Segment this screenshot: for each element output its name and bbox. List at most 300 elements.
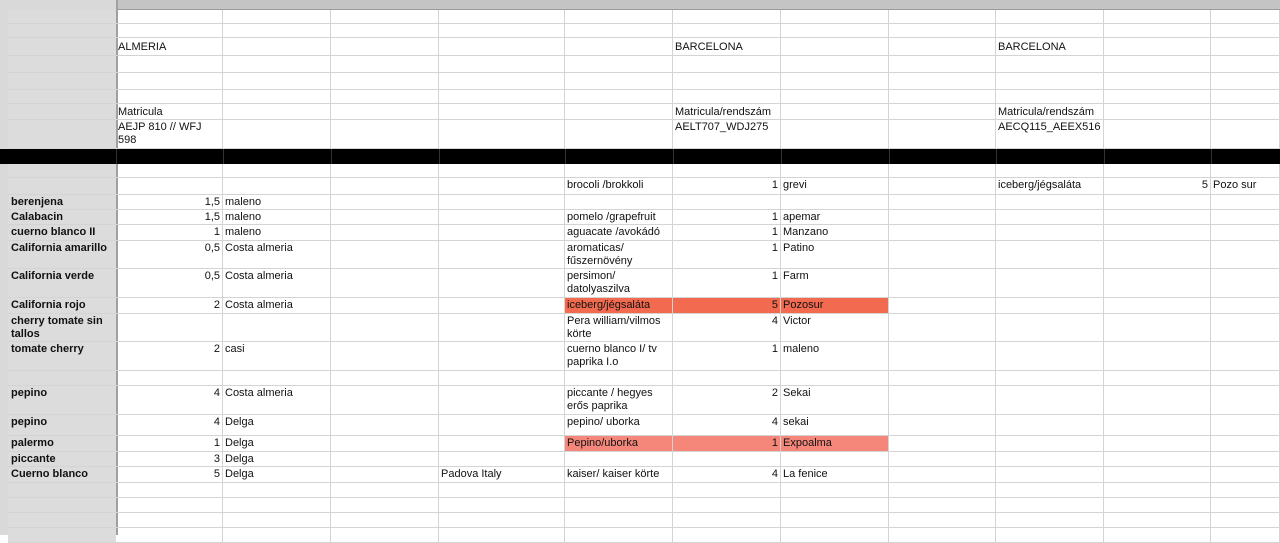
item3-name[interactable] bbox=[996, 210, 1104, 225]
item3-quantity[interactable] bbox=[1104, 452, 1211, 467]
empty-cell[interactable] bbox=[1211, 498, 1280, 513]
empty-cell[interactable] bbox=[996, 56, 1104, 73]
empty-cell[interactable] bbox=[1104, 528, 1211, 543]
plate-label-1[interactable]: Matricula bbox=[116, 104, 223, 120]
empty-cell[interactable] bbox=[889, 342, 996, 371]
empty-cell[interactable] bbox=[331, 24, 439, 38]
empty-cell[interactable] bbox=[116, 498, 223, 513]
row-header[interactable] bbox=[8, 24, 116, 38]
item3-quantity[interactable] bbox=[1104, 210, 1211, 225]
item-name[interactable]: aromaticas/ fűszernövény bbox=[565, 241, 673, 269]
black-separator-row[interactable] bbox=[0, 149, 1280, 164]
item-quantity[interactable]: 1 bbox=[673, 225, 781, 241]
item-supplier[interactable] bbox=[781, 452, 889, 467]
empty-cell[interactable] bbox=[889, 498, 996, 513]
empty-cell[interactable] bbox=[439, 56, 565, 73]
empty-cell[interactable] bbox=[331, 436, 439, 452]
item3-supplier[interactable] bbox=[1211, 269, 1280, 298]
empty-cell[interactable] bbox=[673, 528, 781, 543]
empty-cell[interactable] bbox=[116, 483, 223, 498]
item-name[interactable]: persimon/ datolyaszilva bbox=[565, 269, 673, 298]
empty-cell[interactable] bbox=[116, 24, 223, 38]
item3-name[interactable] bbox=[996, 415, 1104, 436]
empty-cell[interactable] bbox=[781, 24, 889, 38]
row-header[interactable] bbox=[8, 38, 116, 56]
empty-cell[interactable] bbox=[116, 56, 223, 73]
product-name[interactable]: cuerno blanco II bbox=[8, 225, 116, 241]
empty-cell[interactable] bbox=[331, 386, 439, 415]
empty-cell[interactable] bbox=[116, 513, 223, 528]
empty-cell[interactable] bbox=[439, 120, 565, 149]
empty-cell[interactable] bbox=[331, 210, 439, 225]
empty-cell[interactable] bbox=[565, 483, 673, 498]
plate-value-3[interactable]: AECQ115_AEEX516 bbox=[996, 120, 1104, 149]
item-quantity[interactable]: 1 bbox=[673, 436, 781, 452]
location[interactable]: Padova Italy bbox=[439, 467, 565, 483]
quantity[interactable]: 3 bbox=[116, 452, 223, 467]
supplier[interactable]: Delga bbox=[223, 436, 331, 452]
empty-cell[interactable] bbox=[1211, 513, 1280, 528]
empty-cell[interactable] bbox=[889, 241, 996, 269]
empty-cell[interactable] bbox=[565, 10, 673, 24]
item-quantity[interactable]: 4 bbox=[673, 314, 781, 342]
supplier[interactable]: Delga bbox=[223, 452, 331, 467]
item3-name[interactable] bbox=[996, 298, 1104, 314]
empty-cell[interactable] bbox=[331, 56, 439, 73]
quantity[interactable]: 2 bbox=[116, 342, 223, 371]
empty-cell[interactable] bbox=[1104, 90, 1211, 104]
product-name[interactable]: California verde bbox=[8, 269, 116, 298]
location[interactable] bbox=[439, 225, 565, 241]
empty-cell[interactable] bbox=[565, 90, 673, 104]
empty-cell[interactable] bbox=[889, 104, 996, 120]
empty-cell[interactable] bbox=[565, 498, 673, 513]
empty-cell[interactable] bbox=[439, 73, 565, 90]
supplier[interactable]: Costa almeria bbox=[223, 269, 331, 298]
item-name[interactable]: cuerno blanco I/ tv paprika I.o bbox=[565, 342, 673, 371]
quantity[interactable] bbox=[116, 178, 223, 195]
empty-cell[interactable] bbox=[889, 415, 996, 436]
item-supplier[interactable]: Patino bbox=[781, 241, 889, 269]
empty-cell[interactable] bbox=[889, 73, 996, 90]
empty-cell[interactable] bbox=[1211, 38, 1280, 56]
product-name[interactable] bbox=[8, 371, 116, 386]
empty-cell[interactable] bbox=[889, 371, 996, 386]
empty-cell[interactable] bbox=[116, 73, 223, 90]
supplier[interactable]: casi bbox=[223, 342, 331, 371]
item3-quantity[interactable] bbox=[1104, 314, 1211, 342]
item-name[interactable]: brocoli /brokkoli bbox=[565, 178, 673, 195]
empty-cell[interactable] bbox=[889, 225, 996, 241]
plate-value-1[interactable]: AEJP 810 // WFJ 598 bbox=[116, 120, 223, 149]
empty-cell[interactable] bbox=[565, 164, 673, 178]
item-name[interactable]: Pera william/vilmos körte bbox=[565, 314, 673, 342]
item3-name[interactable] bbox=[996, 342, 1104, 371]
empty-cell[interactable] bbox=[1104, 38, 1211, 56]
empty-cell[interactable] bbox=[1104, 164, 1211, 178]
item-quantity[interactable]: 1 bbox=[673, 178, 781, 195]
item3-supplier[interactable] bbox=[1211, 371, 1280, 386]
empty-cell[interactable] bbox=[781, 56, 889, 73]
empty-cell[interactable] bbox=[331, 415, 439, 436]
empty-cell[interactable] bbox=[889, 483, 996, 498]
supplier[interactable] bbox=[223, 314, 331, 342]
item3-supplier[interactable] bbox=[1211, 452, 1280, 467]
row-header[interactable] bbox=[8, 483, 116, 498]
item-name[interactable]: Pepino/uborka bbox=[565, 436, 673, 452]
empty-cell[interactable] bbox=[889, 56, 996, 73]
item-supplier[interactable]: Victor bbox=[781, 314, 889, 342]
empty-cell[interactable] bbox=[889, 24, 996, 38]
empty-cell[interactable] bbox=[331, 38, 439, 56]
item3-name[interactable]: iceberg/jégsaláta bbox=[996, 178, 1104, 195]
empty-cell[interactable] bbox=[673, 483, 781, 498]
item-name[interactable] bbox=[565, 452, 673, 467]
empty-cell[interactable] bbox=[116, 90, 223, 104]
item3-name[interactable] bbox=[996, 314, 1104, 342]
empty-cell[interactable] bbox=[673, 498, 781, 513]
supplier[interactable] bbox=[223, 371, 331, 386]
supplier[interactable]: Costa almeria bbox=[223, 298, 331, 314]
item3-supplier[interactable] bbox=[1211, 298, 1280, 314]
supplier[interactable] bbox=[223, 178, 331, 195]
empty-cell[interactable] bbox=[889, 90, 996, 104]
empty-cell[interactable] bbox=[996, 483, 1104, 498]
product-name[interactable]: palermo bbox=[8, 436, 116, 452]
empty-cell[interactable] bbox=[331, 225, 439, 241]
item-supplier[interactable]: La fenice bbox=[781, 467, 889, 483]
empty-cell[interactable] bbox=[116, 528, 223, 543]
empty-cell[interactable] bbox=[439, 24, 565, 38]
quantity[interactable]: 1,5 bbox=[116, 195, 223, 210]
empty-cell[interactable] bbox=[565, 104, 673, 120]
item-supplier[interactable]: sekai bbox=[781, 415, 889, 436]
empty-cell[interactable] bbox=[565, 56, 673, 73]
empty-cell[interactable] bbox=[996, 24, 1104, 38]
empty-cell[interactable] bbox=[889, 298, 996, 314]
plate-value-2[interactable]: AELT707_WDJ275 bbox=[673, 120, 781, 149]
item3-quantity[interactable] bbox=[1104, 415, 1211, 436]
item3-name[interactable] bbox=[996, 269, 1104, 298]
empty-cell[interactable] bbox=[1104, 73, 1211, 90]
item-quantity[interactable]: 1 bbox=[673, 269, 781, 298]
empty-cell[interactable] bbox=[673, 73, 781, 90]
quantity[interactable]: 4 bbox=[116, 386, 223, 415]
item-supplier[interactable]: Manzano bbox=[781, 225, 889, 241]
supplier[interactable]: maleno bbox=[223, 210, 331, 225]
empty-cell[interactable] bbox=[781, 528, 889, 543]
supplier[interactable]: Costa almeria bbox=[223, 386, 331, 415]
empty-cell[interactable] bbox=[781, 104, 889, 120]
empty-cell[interactable] bbox=[331, 513, 439, 528]
empty-cell[interactable] bbox=[996, 164, 1104, 178]
quantity[interactable]: 0,5 bbox=[116, 269, 223, 298]
item3-supplier[interactable] bbox=[1211, 225, 1280, 241]
empty-cell[interactable] bbox=[996, 73, 1104, 90]
empty-cell[interactable] bbox=[439, 498, 565, 513]
empty-cell[interactable] bbox=[889, 528, 996, 543]
product-name[interactable]: pepino bbox=[8, 386, 116, 415]
empty-cell[interactable] bbox=[565, 24, 673, 38]
item-supplier[interactable]: maleno bbox=[781, 342, 889, 371]
quantity[interactable]: 0,5 bbox=[116, 241, 223, 269]
item-name[interactable]: pepino/ uborka bbox=[565, 415, 673, 436]
item3-quantity[interactable] bbox=[1104, 269, 1211, 298]
empty-cell[interactable] bbox=[331, 342, 439, 371]
empty-cell[interactable] bbox=[223, 120, 331, 149]
row-header[interactable] bbox=[8, 164, 116, 178]
empty-cell[interactable] bbox=[565, 73, 673, 90]
empty-cell[interactable] bbox=[223, 498, 331, 513]
item3-quantity[interactable] bbox=[1104, 241, 1211, 269]
item3-supplier[interactable] bbox=[1211, 241, 1280, 269]
empty-cell[interactable] bbox=[673, 164, 781, 178]
item3-name[interactable] bbox=[996, 386, 1104, 415]
city-barcelona-1[interactable]: BARCELONA bbox=[673, 38, 781, 56]
empty-cell[interactable] bbox=[331, 120, 439, 149]
location[interactable] bbox=[439, 436, 565, 452]
empty-cell[interactable] bbox=[781, 10, 889, 24]
row-header[interactable] bbox=[8, 498, 116, 513]
item3-supplier[interactable]: Pozo sur bbox=[1211, 178, 1280, 195]
item3-supplier[interactable] bbox=[1211, 314, 1280, 342]
empty-cell[interactable] bbox=[781, 90, 889, 104]
empty-cell[interactable] bbox=[331, 90, 439, 104]
location[interactable] bbox=[439, 342, 565, 371]
plate-label-2[interactable]: Matricula/rendszám bbox=[673, 104, 781, 120]
empty-cell[interactable] bbox=[889, 269, 996, 298]
location[interactable] bbox=[439, 298, 565, 314]
empty-cell[interactable] bbox=[331, 483, 439, 498]
empty-cell[interactable] bbox=[439, 513, 565, 528]
empty-cell[interactable] bbox=[1211, 56, 1280, 73]
empty-cell[interactable] bbox=[889, 436, 996, 452]
empty-cell[interactable] bbox=[1211, 164, 1280, 178]
item-quantity[interactable]: 1 bbox=[673, 241, 781, 269]
empty-cell[interactable] bbox=[889, 195, 996, 210]
empty-cell[interactable] bbox=[223, 10, 331, 24]
location[interactable] bbox=[439, 371, 565, 386]
item-supplier[interactable]: grevi bbox=[781, 178, 889, 195]
location[interactable] bbox=[439, 386, 565, 415]
empty-cell[interactable] bbox=[116, 164, 223, 178]
empty-cell[interactable] bbox=[1104, 24, 1211, 38]
empty-cell[interactable] bbox=[439, 164, 565, 178]
item-supplier[interactable]: Pozosur bbox=[781, 298, 889, 314]
empty-cell[interactable] bbox=[331, 104, 439, 120]
product-name[interactable]: cherry tomate sin tallos bbox=[8, 314, 116, 342]
empty-cell[interactable] bbox=[223, 164, 331, 178]
quantity[interactable]: 1 bbox=[116, 436, 223, 452]
empty-cell[interactable] bbox=[889, 120, 996, 149]
empty-cell[interactable] bbox=[889, 38, 996, 56]
city-barcelona-2[interactable]: BARCELONA bbox=[996, 38, 1104, 56]
item3-quantity[interactable]: 5 bbox=[1104, 178, 1211, 195]
empty-cell[interactable] bbox=[331, 241, 439, 269]
product-name[interactable]: tomate cherry bbox=[8, 342, 116, 371]
empty-cell[interactable] bbox=[889, 513, 996, 528]
quantity[interactable]: 1 bbox=[116, 225, 223, 241]
empty-cell[interactable] bbox=[673, 10, 781, 24]
empty-cell[interactable] bbox=[889, 178, 996, 195]
item-quantity[interactable]: 4 bbox=[673, 467, 781, 483]
item-supplier[interactable]: Farm bbox=[781, 269, 889, 298]
supplier[interactable]: maleno bbox=[223, 195, 331, 210]
item3-quantity[interactable] bbox=[1104, 225, 1211, 241]
empty-cell[interactable] bbox=[889, 386, 996, 415]
empty-cell[interactable] bbox=[1211, 104, 1280, 120]
item3-supplier[interactable] bbox=[1211, 467, 1280, 483]
quantity[interactable]: 4 bbox=[116, 415, 223, 436]
empty-cell[interactable] bbox=[331, 164, 439, 178]
item-supplier[interactable]: apemar bbox=[781, 210, 889, 225]
empty-cell[interactable] bbox=[1211, 483, 1280, 498]
empty-cell[interactable] bbox=[781, 164, 889, 178]
empty-cell[interactable] bbox=[331, 498, 439, 513]
product-name[interactable]: Calabacin bbox=[8, 210, 116, 225]
item3-supplier[interactable] bbox=[1211, 342, 1280, 371]
item-supplier[interactable]: Expoalma bbox=[781, 436, 889, 452]
supplier[interactable]: Delga bbox=[223, 415, 331, 436]
item3-quantity[interactable] bbox=[1104, 467, 1211, 483]
item-quantity[interactable]: 1 bbox=[673, 210, 781, 225]
empty-cell[interactable] bbox=[1104, 104, 1211, 120]
plate-label-3[interactable]: Matricula/rendszám bbox=[996, 104, 1104, 120]
empty-cell[interactable] bbox=[781, 483, 889, 498]
item3-name[interactable] bbox=[996, 225, 1104, 241]
empty-cell[interactable] bbox=[223, 90, 331, 104]
item3-name[interactable] bbox=[996, 467, 1104, 483]
empty-cell[interactable] bbox=[223, 73, 331, 90]
empty-cell[interactable] bbox=[781, 513, 889, 528]
quantity[interactable] bbox=[116, 371, 223, 386]
item-quantity[interactable] bbox=[673, 371, 781, 386]
item3-name[interactable] bbox=[996, 371, 1104, 386]
item3-supplier[interactable] bbox=[1211, 436, 1280, 452]
item3-quantity[interactable] bbox=[1104, 386, 1211, 415]
empty-cell[interactable] bbox=[439, 90, 565, 104]
item-quantity[interactable] bbox=[673, 452, 781, 467]
row-header[interactable] bbox=[8, 90, 116, 104]
item-name[interactable]: iceberg/jégsaláta bbox=[565, 298, 673, 314]
item3-name[interactable] bbox=[996, 195, 1104, 210]
item3-quantity[interactable] bbox=[1104, 195, 1211, 210]
empty-cell[interactable] bbox=[439, 528, 565, 543]
empty-cell[interactable] bbox=[223, 513, 331, 528]
item3-supplier[interactable] bbox=[1211, 195, 1280, 210]
empty-cell[interactable] bbox=[673, 56, 781, 73]
item3-supplier[interactable] bbox=[1211, 415, 1280, 436]
empty-cell[interactable] bbox=[331, 298, 439, 314]
quantity[interactable]: 2 bbox=[116, 298, 223, 314]
product-name[interactable] bbox=[8, 178, 116, 195]
quantity[interactable] bbox=[116, 314, 223, 342]
item-quantity[interactable] bbox=[673, 195, 781, 210]
location[interactable] bbox=[439, 415, 565, 436]
row-header[interactable] bbox=[8, 73, 116, 90]
row-header[interactable] bbox=[8, 120, 116, 149]
empty-cell[interactable] bbox=[1211, 73, 1280, 90]
empty-cell[interactable] bbox=[439, 104, 565, 120]
location[interactable] bbox=[439, 195, 565, 210]
item-name[interactable] bbox=[565, 371, 673, 386]
empty-cell[interactable] bbox=[223, 38, 331, 56]
empty-cell[interactable] bbox=[331, 452, 439, 467]
item-name[interactable]: kaiser/ kaiser körte bbox=[565, 467, 673, 483]
empty-cell[interactable] bbox=[889, 164, 996, 178]
empty-cell[interactable] bbox=[223, 24, 331, 38]
quantity[interactable]: 5 bbox=[116, 467, 223, 483]
empty-cell[interactable] bbox=[331, 195, 439, 210]
empty-cell[interactable] bbox=[1104, 120, 1211, 149]
item-quantity[interactable]: 1 bbox=[673, 342, 781, 371]
item3-quantity[interactable] bbox=[1104, 298, 1211, 314]
product-name[interactable]: Cuerno blanco bbox=[8, 467, 116, 483]
item3-supplier[interactable] bbox=[1211, 210, 1280, 225]
location[interactable] bbox=[439, 452, 565, 467]
empty-cell[interactable] bbox=[223, 528, 331, 543]
product-name[interactable]: berenjena bbox=[8, 195, 116, 210]
empty-cell[interactable] bbox=[439, 483, 565, 498]
empty-cell[interactable] bbox=[439, 38, 565, 56]
empty-cell[interactable] bbox=[439, 10, 565, 24]
item3-name[interactable] bbox=[996, 452, 1104, 467]
supplier[interactable]: Costa almeria bbox=[223, 241, 331, 269]
empty-cell[interactable] bbox=[331, 269, 439, 298]
empty-cell[interactable] bbox=[889, 452, 996, 467]
location[interactable] bbox=[439, 210, 565, 225]
item-name[interactable] bbox=[565, 195, 673, 210]
item3-quantity[interactable] bbox=[1104, 371, 1211, 386]
empty-cell[interactable] bbox=[889, 314, 996, 342]
item-name[interactable]: piccante / hegyes erős paprika bbox=[565, 386, 673, 415]
empty-cell[interactable] bbox=[673, 513, 781, 528]
location[interactable] bbox=[439, 178, 565, 195]
location[interactable] bbox=[439, 269, 565, 298]
row-header[interactable] bbox=[8, 56, 116, 73]
empty-cell[interactable] bbox=[781, 120, 889, 149]
item3-quantity[interactable] bbox=[1104, 436, 1211, 452]
item-supplier[interactable] bbox=[781, 195, 889, 210]
empty-cell[interactable] bbox=[331, 371, 439, 386]
empty-cell[interactable] bbox=[673, 24, 781, 38]
item3-name[interactable] bbox=[996, 436, 1104, 452]
empty-cell[interactable] bbox=[223, 56, 331, 73]
empty-cell[interactable] bbox=[565, 38, 673, 56]
city-almeria[interactable]: ALMERIA bbox=[116, 38, 223, 56]
item3-name[interactable] bbox=[996, 241, 1104, 269]
product-name[interactable]: California rojo bbox=[8, 298, 116, 314]
item-name[interactable]: pomelo /grapefruit bbox=[565, 210, 673, 225]
empty-cell[interactable] bbox=[781, 73, 889, 90]
row-header[interactable] bbox=[8, 528, 116, 543]
item-name[interactable]: aguacate /avokádó bbox=[565, 225, 673, 241]
quantity[interactable]: 1,5 bbox=[116, 210, 223, 225]
empty-cell[interactable] bbox=[889, 467, 996, 483]
empty-cell[interactable] bbox=[996, 90, 1104, 104]
empty-cell[interactable] bbox=[1104, 56, 1211, 73]
row-header[interactable] bbox=[8, 10, 116, 24]
item-supplier[interactable] bbox=[781, 371, 889, 386]
empty-cell[interactable] bbox=[1211, 10, 1280, 24]
empty-cell[interactable] bbox=[673, 90, 781, 104]
empty-cell[interactable] bbox=[223, 483, 331, 498]
item-quantity[interactable]: 5 bbox=[673, 298, 781, 314]
supplier[interactable]: maleno bbox=[223, 225, 331, 241]
supplier[interactable]: Delga bbox=[223, 467, 331, 483]
row-header[interactable] bbox=[8, 104, 116, 120]
empty-cell[interactable] bbox=[1211, 24, 1280, 38]
